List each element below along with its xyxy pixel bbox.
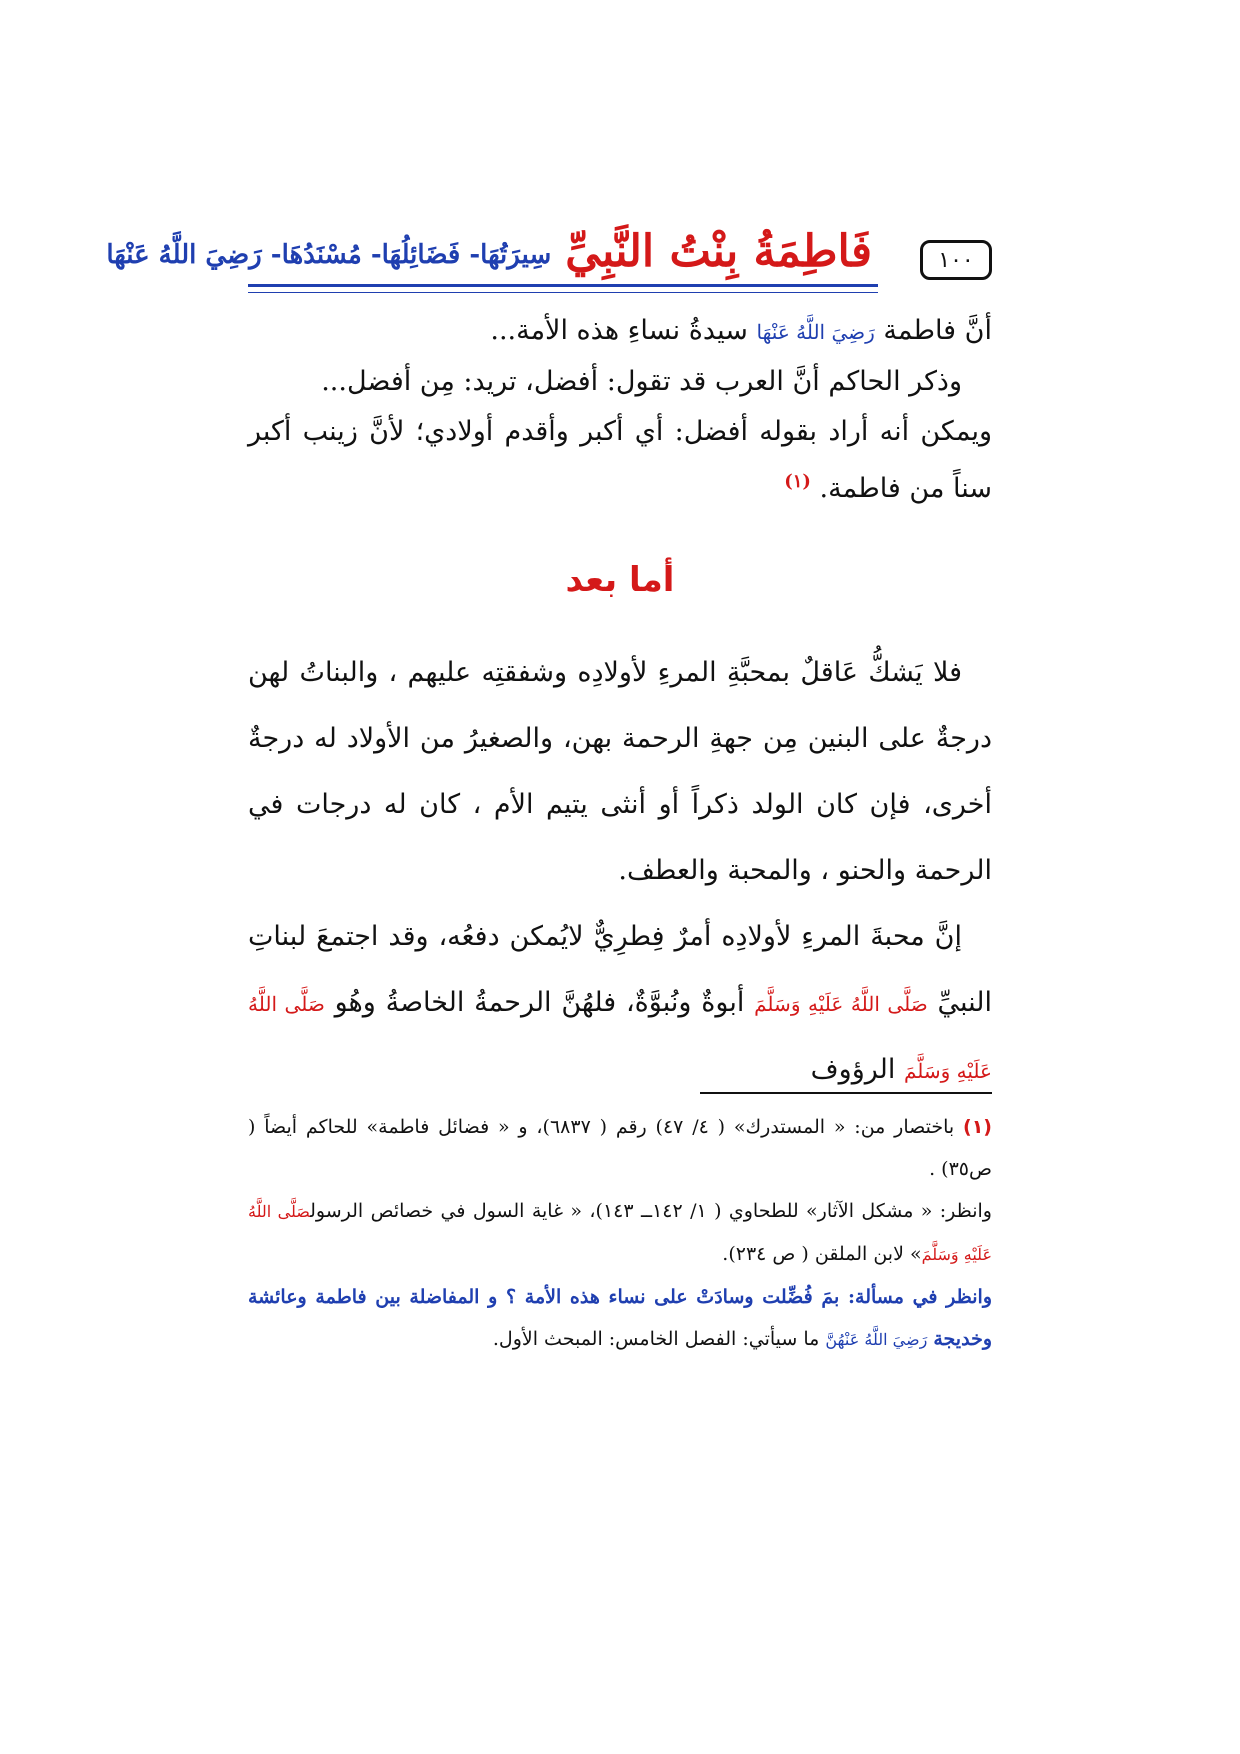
footnote-number: (١): [963, 1116, 992, 1138]
book-title: فَاطِمَةُ بِنْتُ النَّبِيِّ: [565, 226, 872, 277]
footnote-marker: (١): [784, 471, 811, 492]
footnotes: [248, 1106, 992, 1361]
salutation-text: صَلَّى اللَّهُ عَلَيْهِ وَسَلَّمَ: [248, 992, 992, 1083]
header-divider-thin: [248, 292, 878, 293]
main-paragraph-2: إنَّ محبةَ المرءِ لأولادِه أمرٌ فِطرِيٌّ لايُمكن دفعُه، وقد اجتمعَ لبناتِ النبيِّ صَلَّى اللَّهُ عَلَيْهِ وَسَلَّمَ أبوةٌ ونُبوَّةٌ، فلهُنَّ الرحمةُ الخاصةُ وهُو صَلَّى اللَّهُ عَلَيْهِ وَسَلَّمَ الرؤوف: [248, 921, 993, 1085]
honorific-text: رَضِيَ اللَّهُ عَنْهُنَّ: [825, 1330, 928, 1349]
header-divider: [248, 284, 878, 287]
section-heading: أما بعد: [565, 560, 675, 600]
book-subtitle: سِيرَتُهَا- فَضَائِلُهَا- مُسْنَدُهَا- رَضِيَ اللَّهُ عَنْهَا: [106, 240, 552, 270]
page-header: [106, 212, 992, 282]
salutation-text: صَلَّى اللَّهُ عَلَيْهِ وَسَلَّمَ: [754, 992, 928, 1016]
footnote-2: وانظر: « مشكل الآثار» للطحاوي ( ١/ ١٤٢ــ ١٤٣)، « غاية السول في خصائص الرسولصَلَّى اللَّهُ عَلَيْهِ وَسَلَّمَ» لابن الملقن ( ص ٢٣٤).: [248, 1200, 992, 1265]
honorific-text: رَضِيَ اللَّهُ عَنْهَا: [756, 320, 875, 344]
main-text: [248, 640, 992, 1104]
running-title: [106, 212, 872, 277]
footnote-3: وانظر في مسألة: بمَ فُضِّلت وسادَتْ على نساء هذه الأمة ؟ و المفاضلة بين فاطمة وعائشة وخديجة رَضِيَ اللَّهُ عَنْهُنَّ ما سيأتي: الفصل الخامس: المبحث الأول.: [248, 1286, 992, 1350]
intro-text: [248, 306, 992, 514]
footnote-divider: [700, 1092, 992, 1094]
footnote-1: (١) باختصار من: « المستدرك» ( ٤/ ٤٧) رقم ( ٦٨٣٧)، و « فضائل فاطمة» للحاكم أيضاً ( ص٣٥) .: [248, 1116, 992, 1180]
salutation-text: صَلَّى اللَّهُ عَلَيْهِ وَسَلَّمَ: [248, 1202, 992, 1264]
intro-line-1: أنَّ فاطمة رَضِيَ اللَّهُ عَنْهَا سيدةُ نساءِ هذه الأمة...: [490, 315, 992, 346]
intro-paragraph-2: وذكر الحاكم أنَّ العرب قد تقول: أفضل، تريد: مِن أفضل...: [321, 366, 962, 397]
intro-paragraph-3: ويمكن أنه أراد بقوله أفضل: أي أكبر وأقدم أولادي؛ لأنَّ زينب أكبر سناً من فاطمة. $^{(١)}$: [248, 416, 992, 504]
page-number: ١٠٠: [920, 240, 992, 280]
main-paragraph-1: فلا يَشكُّ عَاقلٌ بمحبَّةِ المرءِ لأولادِه وشفقتِه عليهم ، والبناتُ لهن درجةٌ على البنين مِن جهةِ الرحمة بهن، والصغيرُ من الأولاد له درجةٌ أخرى، فإن كان الولد ذكراً أو أنثى يتيم الأم ، كان له درجات في الرحمة والحنو ، والمحبة والعطف.: [248, 657, 992, 886]
